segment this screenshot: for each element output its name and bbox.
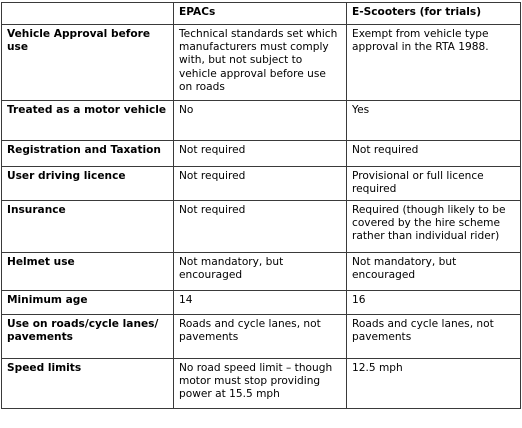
comparison-table [1,2,521,409]
escooters-cell: Yes [347,101,521,141]
epacs-cell: Technical standards set which manufacturers must comply with, but not subject to vehicle approval before use on roads [174,25,347,101]
table-row [2,101,521,141]
row-label: Vehicle Approval before use [2,25,174,101]
header-blank-cell [2,3,174,25]
escooters-cell: Exempt from vehicle type approval in the RTA 1988. [347,25,521,101]
epacs-cell: Not required [174,201,347,253]
epacs-cell: 14 [174,291,347,315]
row-label: Insurance [2,201,174,253]
row-label: Speed limits [2,359,174,409]
epacs-cell: Not required [174,167,347,201]
row-label: Treated as a motor vehicle [2,101,174,141]
escooters-cell: Not required [347,141,521,167]
table-row [2,167,521,201]
table-row [2,253,521,291]
epacs-cell: Not required [174,141,347,167]
row-label: Helmet use [2,253,174,291]
row-label: User driving licence [2,167,174,201]
row-label: Registration and Taxation [2,141,174,167]
header-escooters: E-Scooters (for trials) [347,3,521,25]
table-row [2,315,521,359]
escooters-cell: 16 [347,291,521,315]
table-row [2,291,521,315]
escooters-cell: Required (though likely to be covered by the hire scheme rather than individual rider) [347,201,521,253]
escooters-cell: Not mandatory, but encouraged [347,253,521,291]
epacs-cell: Roads and cycle lanes, not pavements [174,315,347,359]
epacs-cell: Not mandatory, but encouraged [174,253,347,291]
row-label: Minimum age [2,291,174,315]
table-row [2,25,521,101]
row-label: Use on roads/cycle lanes/ pavements [2,315,174,359]
header-row [2,3,521,25]
epacs-cell: No road speed limit – though motor must stop providing power at 15.5 mph [174,359,347,409]
table-row [2,141,521,167]
escooters-cell: Roads and cycle lanes, not pavements [347,315,521,359]
header-epacs: EPACs [174,3,347,25]
escooters-cell: 12.5 mph [347,359,521,409]
escooters-cell: Provisional or full licence required [347,167,521,201]
table-row [2,359,521,409]
epacs-cell: No [174,101,347,141]
table-row [2,201,521,253]
